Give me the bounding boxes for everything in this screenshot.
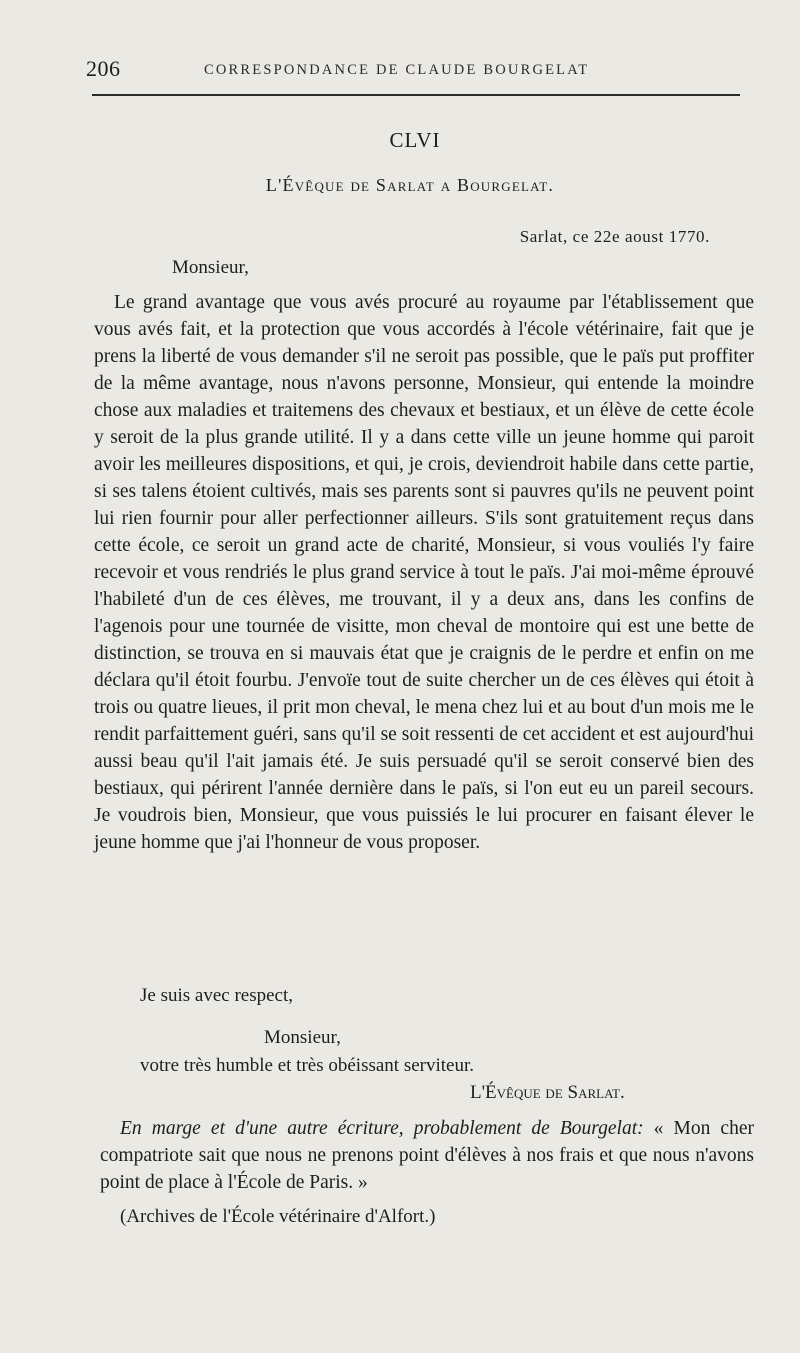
letter-body: Le grand avantage que vous avés procuré au royaume par l'établissement que vous avés fait, et la protection que vous accordés à l'école vétérinaire, fait que je prens la liberté de vous demander s'il ne seroit pas possible, que le païs put proffiter de la même avantage, nous n'avons personne, Monsieur, qui entende la moindre chose aux maladies et traitemens des chevaux et bestiaux, et un élève de cette école y seroit de la plus grande utilité. Il y a dans cette ville un jeune homme qui paroit avoir les meilleures dispositions, et qui, je crois, deviendroit habile dans cette partie, si ses talens étoient cultivés, mais ses parents sont si pauvres qu'ils ne peuvent point lui rien fournir pour aller perfectionner ailleurs. S'ils sont gratuitement reçus dans cette école, ce seroit un grand acte de charité, Monsieur, si vous vouliés l'y faire recevoir et vous rendriés le plus grand service à tout le païs. J'ai moi-même éprouvé l'habileté d'un de ces élèves, me trouvant, il y a deux ans, dans les confins de l'agenois pour une tournée de visitte, mon cheval de montoire qui est une bette de distinction, se trouva en si mauvais état que je craignis de le perdre et enfin on me déclara qu'il étoit fourbu. J'envoïe tout de suite chercher un de ces élèves qui étoit à trois ou quatre lieues, il prit mon cheval, le mena chez lui et au bout d'un mois me le rendit parfaittement guéri, sans qu'il se soit ressenti de cet accident et est aujourd'hui aussi beau qu'il l'ait jamais été. Je suis persuadé qu'il se seroit conservé bien des bestiaux, qui périrent l'année dernière dans le païs, si l'on eut eu un pareil secours. Je voudrois bien, Monsieur, que vous puissiés le lui procurer en faisant élever le jeune homme que j'ai l'honneur de vous proposer. [94,292,754,853]
letter-closing: Je suis avec respect, [140,985,293,1006]
letter-heading: L'Évêque de Sarlat a Bourgelat. [265,175,555,195]
marginal-note [100,1115,754,1196]
archive-source: (Archives de l'École vétérinaire d'Alfort.) [120,1206,436,1227]
header-rule [92,94,740,96]
signature-address: Monsieur, [264,1027,341,1048]
marginal-note-intro: En marge et d'une autre écriture, probablement de Bourgelat: [120,1118,644,1139]
letter-number: CLVI [389,128,441,152]
letter-dateline: Sarlat, ce 22e aoust 1770. [519,227,710,246]
signature-formula: votre très humble et très obéissant serviteur. [140,1055,474,1076]
marginal-note-quote: « Mon cher compatriote sait que nous ne prenons point d'élèves à nos frais et que nous n'avons point de place à l'École de Paris. » [100,1118,754,1193]
page-number: 206 [86,56,121,81]
page-header [86,50,746,90]
running-title: CORRESPONDANCE DE CLAUDE BOURGELAT [204,62,590,78]
letter-signature: L'Évêque de Sarlat. [470,1082,625,1103]
letter-salutation: Monsieur, [172,257,249,278]
